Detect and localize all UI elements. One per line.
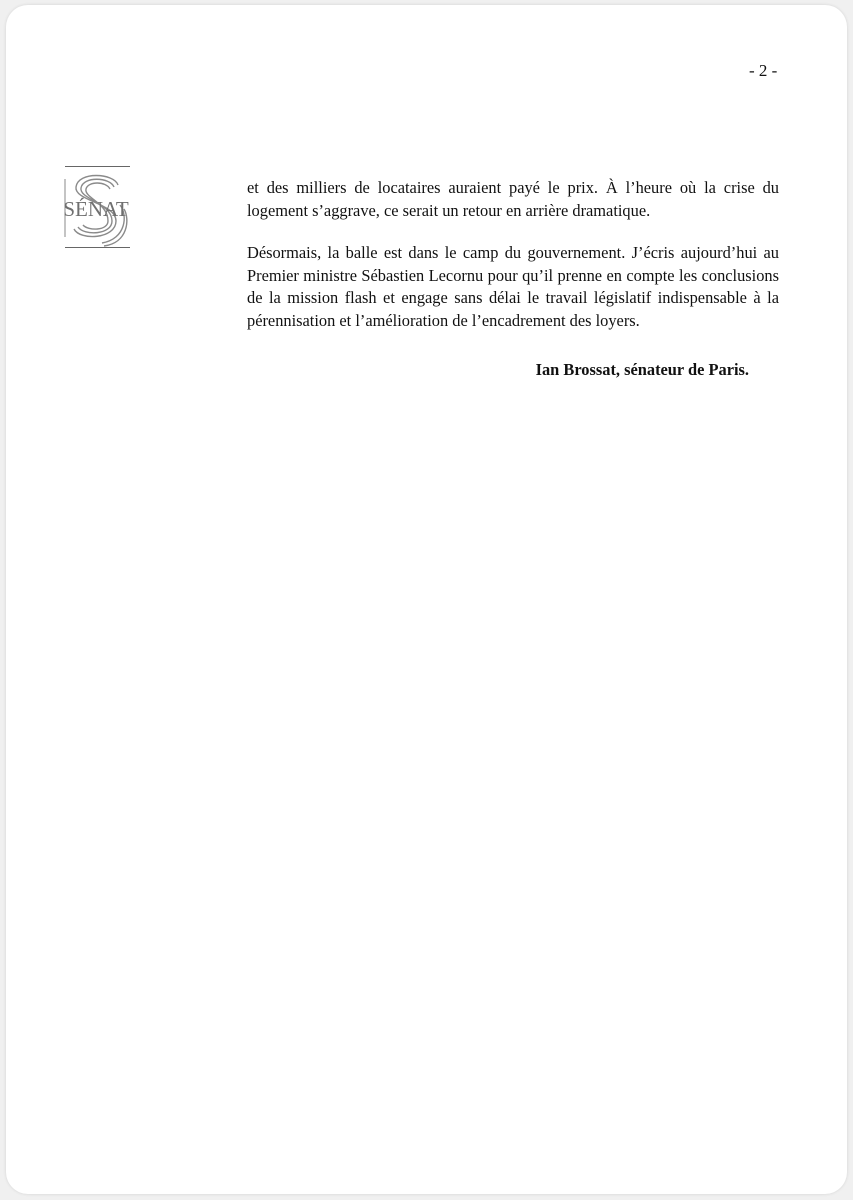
svg-text:SÉNAT: SÉNAT (63, 197, 129, 221)
senat-logo-icon (58, 165, 132, 249)
paragraph-1: et des milliers de locataires auraient payé le prix. À l’heure où la crise du logement s’aggrave, ce serait un retour en arrière dramatique. (247, 178, 779, 220)
letter-body (247, 177, 779, 332)
paragraph-2: Désormais, la balle est dans le camp du gouvernement. J’écris aujourd’hui au Premier ministre Sébastien Lecornu pour qu’il prenne en compte les conclusions de la mission flash et engage sans délai le travail législatif indispensable à la pérennisation et l’amélioration de l’encadrement des loyers. (247, 243, 779, 330)
document-page (6, 5, 847, 1194)
page-number: - 2 - (749, 61, 778, 80)
signature: Ian Brossat, sénateur de Paris. (535, 360, 749, 379)
